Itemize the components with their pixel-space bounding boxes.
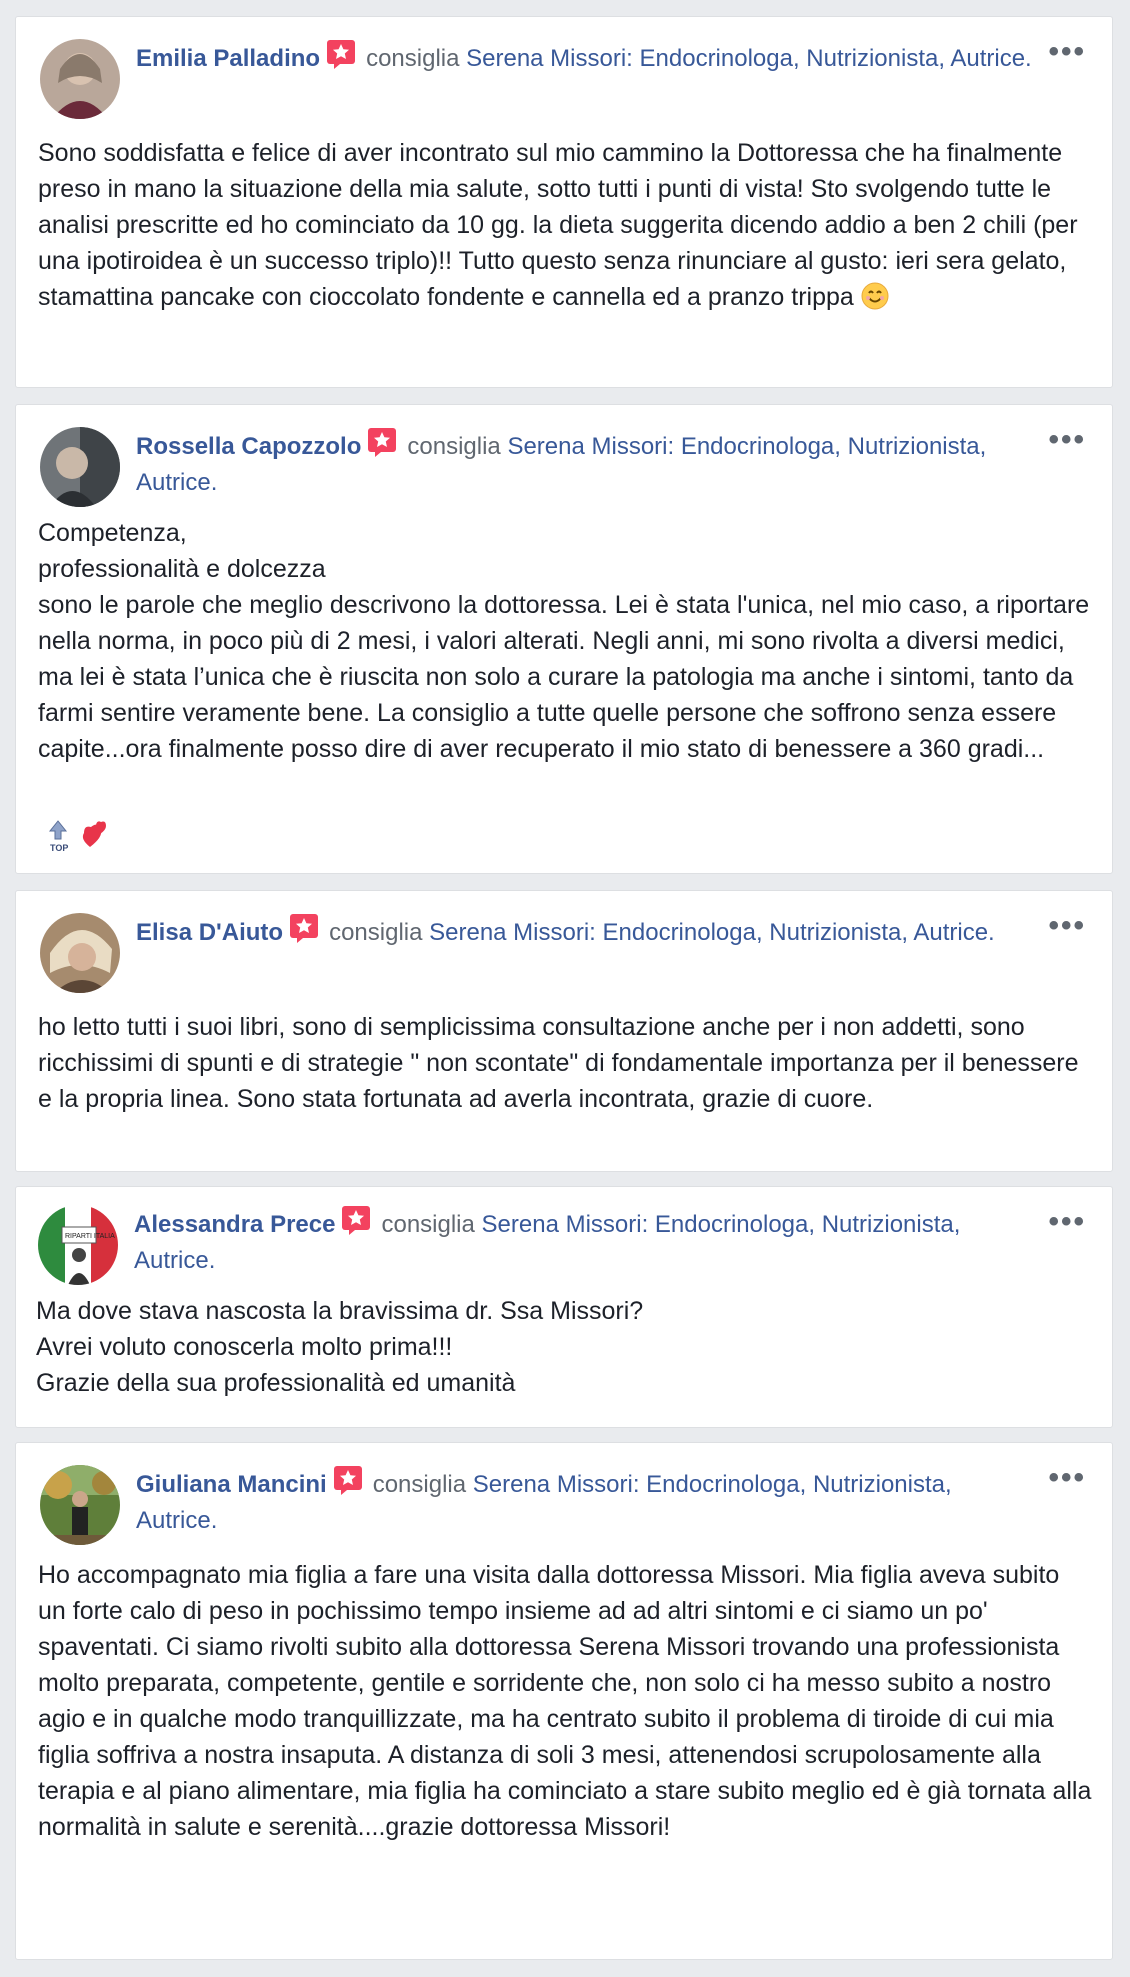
- smile-emoji-icon: [861, 282, 889, 310]
- review-card: [15, 890, 1113, 1172]
- page-link[interactable]: Serena Missori: Endocrinologa, Nutrizionista, Autrice.: [136, 433, 987, 496]
- avatar[interactable]: [40, 1465, 120, 1545]
- review-header: [136, 427, 1036, 501]
- avatar[interactable]: [38, 1205, 118, 1285]
- avatar[interactable]: [40, 39, 120, 119]
- review-text: [38, 135, 1094, 315]
- more-options-icon[interactable]: •••: [1048, 1461, 1086, 1494]
- author-name[interactable]: Elisa D'Aiuto: [136, 919, 284, 946]
- review-header: [136, 1465, 1036, 1539]
- more-options-icon[interactable]: •••: [1048, 909, 1086, 942]
- review-header: [134, 1205, 1034, 1279]
- more-options-icon[interactable]: •••: [1048, 423, 1086, 456]
- author-name[interactable]: Giuliana Mancini: [136, 1471, 327, 1498]
- author-name[interactable]: Rossella Capozzolo: [136, 433, 362, 460]
- page-link[interactable]: Serena Missori: Endocrinologa, Nutrizionista, Autrice.: [429, 919, 995, 946]
- recommend-badge-icon: [367, 427, 397, 457]
- review-text: Competenza, professionalità e dolcezza sono le parole che meglio descrivono la dottoressa. Lei è stata l'unica, nel mio caso, a riportare nella norma, in poco più di 2 mesi, i valori alterati. Negli anni, mi sono rivolta a diversi medici, ma lei è stata l’unica che è riuscita non solo a curare la patologia ma anche i sintomi, tanto da farmi sentire veramente bene. La consiglio a tutte quelle persone che soffrono senza essere capite...ora finalmente posso dire di aver recuperato il mio stato di benessere a 360 gradi...: [38, 519, 1090, 763]
- avatar[interactable]: [40, 427, 120, 507]
- recommend-verb: consiglia: [381, 1211, 475, 1238]
- recommend-verb: consiglia: [329, 919, 423, 946]
- more-options-icon[interactable]: •••: [1048, 35, 1086, 68]
- top-arrow-heart-icon: [46, 817, 116, 853]
- more-options-icon[interactable]: •••: [1048, 1205, 1086, 1238]
- emoji-row: [46, 817, 116, 858]
- recommend-badge-icon: [326, 39, 356, 69]
- review-card: [15, 1442, 1113, 1960]
- review-text: ho letto tutti i suoi libri, sono di semplicissima consultazione anche per i non addetti, sono ricchissimi di spunti e di strategie " non scontate" di fondamentale importanza per il benessere e la propria linea. Sono stata fortunata ad averla incontrata, grazie di cuore.: [38, 1013, 1079, 1113]
- review-header: [136, 913, 1036, 951]
- recommend-badge-icon: [341, 1205, 371, 1235]
- review-text: Ma dove stava nascosta la bravissima dr. Ssa Missori? Avrei voluto conoscerla molto prima!!! Grazie della sua professionalità ed umanità: [36, 1297, 644, 1397]
- page-link[interactable]: Serena Missori: Endocrinologa, Nutrizionista, Autrice.: [136, 1471, 952, 1534]
- review-card: [15, 404, 1113, 874]
- review-text: Ho accompagnato mia figlia a fare una visita dalla dottoressa Missori. Mia figlia aveva subito un forte calo di peso in pochissimo tempo insieme ad ad altri sintomi e ci siamo un po' spaventati. Ci siamo rivolti subito alla dottoressa Serena Missori trovando una professionista molto preparata, competente, gentile e sorridente che, non solo ci ha messo subito a nostro agio e in qualche modo tranquillizzate, ma ha centrato subito il problema di tiroide di cui mia figlia soffriva a nostra insaputa. A distanza di soli 3 mesi, attenendosi scrupolosamente alla terapia e al piano alimentare, mia figlia ha cominciato a stare subito meglio ed è già tornata alla normalità in salute e serenità....grazie dottoressa Missori!: [38, 1561, 1092, 1841]
- svg-text:RIPARTI ITALIA: RIPARTI ITALIA: [65, 1233, 115, 1240]
- recommend-verb: consiglia: [407, 433, 501, 460]
- svg-text:TOP: TOP: [50, 843, 69, 853]
- author-name[interactable]: Emilia Palladino: [136, 45, 321, 72]
- recommend-verb: consiglia: [372, 1471, 467, 1498]
- review-header: [136, 39, 1036, 77]
- recommend-badge-icon: [333, 1465, 363, 1495]
- review-card: [15, 1186, 1113, 1428]
- review-card: [15, 16, 1113, 388]
- page-link[interactable]: Serena Missori: Endocrinologa, Nutrizionista, Autrice.: [466, 45, 1032, 72]
- recommend-badge-icon: [289, 913, 319, 943]
- author-name[interactable]: Alessandra Prece: [134, 1211, 336, 1238]
- avatar[interactable]: [40, 913, 120, 993]
- recommend-verb: consiglia: [366, 45, 460, 72]
- page-link[interactable]: Serena Missori: Endocrinologa, Nutrizionista, Autrice.: [134, 1211, 961, 1274]
- review-text-content: Sono soddisfatta e felice di aver incontrato sul mio cammino la Dottoressa che ha finalmente preso in mano la situazione della mia salute, sotto tutti i punti di vista! Sto svolgendo tutte le analisi prescritte ed ho cominciato da 10 gg. la dieta suggerita dicendo addio a ben 2 chili (per una ipotiroidea è un successo triplo)!! Tutto questo senza rinunciare al gusto: ieri sera gelato, stamattina pancake con cioccolato fondente e cannella ed a pranzo trippa: [38, 139, 1078, 311]
